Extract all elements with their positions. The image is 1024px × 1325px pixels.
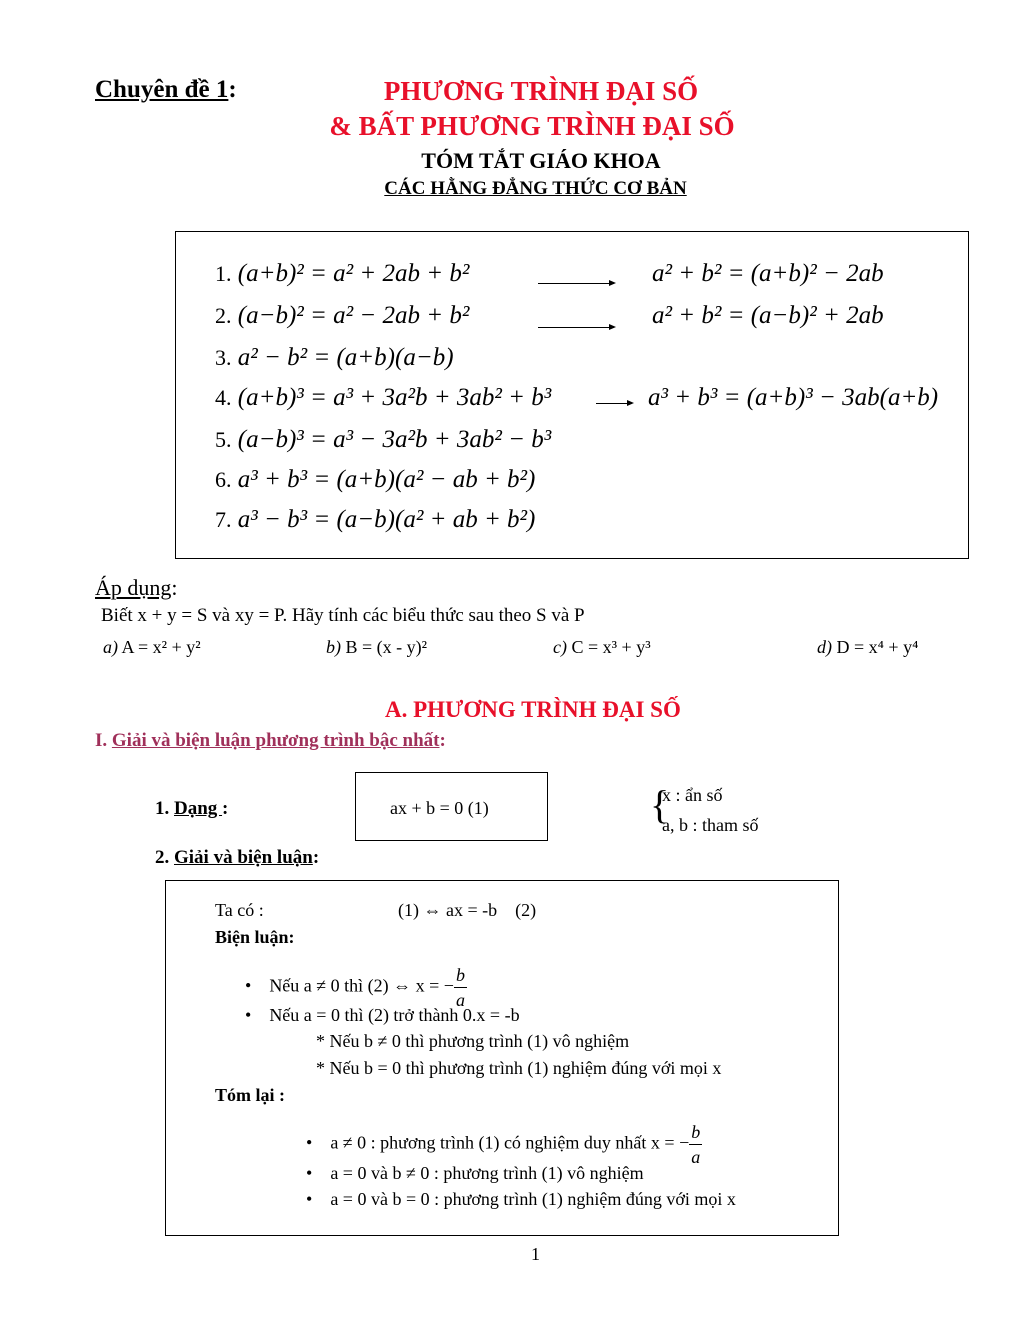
exercise-label: c) [553,637,567,657]
arrow-icon [596,403,632,404]
page-number: 1 [531,1244,540,1264]
section-heading: CÁC HẰNG ĐẲNG THỨC CƠ BẢN [384,178,687,199]
exercise-c [553,637,651,658]
summary-2-text: a = 0 và b ≠ 0 : phương trình (1) vô nghiệm [330,1163,644,1183]
arrow-icon [538,283,614,284]
title-line2: & BẤT PHƯƠNG TRÌNH ĐẠI SỐ [329,111,735,141]
summary-2: • a = 0 và b ≠ 0 : phương trình (1) vô nghiệm [306,1163,644,1183]
form-equation: ax + b = 0 (1) [390,798,489,818]
exercise-a [103,637,201,658]
case-1: • Nếu a ≠ 0 thì (2) ⇔ x = − $\frac{b}{a}$ [245,965,465,1010]
tom-lai-heading: Tóm lại : [215,1085,285,1105]
identity-2-derived: a² + b² = (a−b)² + 2ab [652,302,884,329]
var-params: a, b : tham số [662,815,759,835]
ta-co-equation: (1) ⇔ ax = -b (2) [398,900,537,920]
exercise-expr: D = x⁴ + y⁴ [836,637,919,657]
identity-num: 7. [215,507,232,532]
identity-num: 4. [215,385,232,410]
summary-1: • a ≠ 0 : phương trình (1) có nghiệm duy nhất x = − $\frac{b}{a}$ [306,1122,701,1167]
form-colon: : [222,798,229,819]
solve-text: Giải và biện luận [174,847,313,868]
exercise-label: b) [326,637,341,657]
identity-num: 6. [215,467,232,492]
numerator: b [454,963,467,988]
bien-luan-heading: Biện luận: [215,927,295,947]
exercise-expr: A = x² + y² [121,637,201,657]
identity-formula: (a+b)³ = a³ + 3a²b + 3ab² + b³ [237,384,552,411]
identity-3 [215,344,454,372]
solve-num: 2. [155,847,174,868]
subsection-title [95,730,446,752]
identity-2 [215,302,469,330]
exercise-expr: C = x³ + y³ [571,637,651,657]
topic-colon: : [228,76,237,103]
identity-formula: a² − b² = (a+b)(a−b) [237,344,454,371]
ta-co: Ta có : [215,900,264,920]
identity-4 [215,384,551,412]
exercise-label: d) [817,637,832,657]
subsection-prefix: I. [95,730,112,751]
summary-1-text: a ≠ 0 : phương trình (1) có nghiệm duy nhất x = − [330,1132,690,1153]
case-1-text: Nếu a ≠ 0 thì (2) ⇔ x = − [269,975,454,996]
numerator: b [689,1120,702,1145]
topic-text: Chuyên đề 1 [95,76,229,103]
subtitle: TÓM TẮT GIÁO KHOA [421,148,661,173]
title-line1: PHƯƠNG TRÌNH ĐẠI SỐ [383,76,699,106]
solve-label [155,847,319,869]
identity-num: 3. [215,345,232,370]
identity-1 [215,260,469,288]
solve-colon: : [312,847,320,868]
identity-6 [215,466,535,494]
var-unknown: x : ẩn số [662,785,723,805]
identity-formula: (a+b)² = a² + 2ab + b² [237,260,470,287]
identity-7 [215,506,535,534]
form-label [155,798,228,820]
identity-4-derived: a³ + b³ = (a+b)³ − 3ab(a+b) [648,384,939,411]
identity-formula: (a−b)² = a² − 2ab + b² [237,302,470,329]
identity-num: 5. [215,427,232,452]
case-2a: * Nếu b ≠ 0 thì phương trình (1) vô nghiệm [316,1031,630,1051]
identity-1-derived: a² + b² = (a+b)² − 2ab [652,260,884,287]
exercise-expr: B = (x - y)² [345,637,428,657]
case-2-text: Nếu a = 0 thì (2) trở thành 0.x = -b [269,1005,520,1025]
case-2b: * Nếu b = 0 thì phương trình (1) nghiệm đúng với mọi x [316,1058,722,1078]
summary-3: • a = 0 và b = 0 : phương trình (1) nghiệm đúng với mọi x [306,1189,736,1209]
subsection-colon: : [439,730,446,751]
brace-icon: { [650,782,670,827]
application-heading-text: Áp dụng [95,575,172,600]
identity-num: 1. [215,261,232,286]
identity-formula: (a−b)³ = a³ − 3a²b + 3ab² − b³ [237,426,552,453]
section-a-title: A. PHƯƠNG TRÌNH ĐẠI SỐ [385,697,681,722]
exercise-b [326,637,427,658]
case-2: • Nếu a = 0 thì (2) trở thành 0.x = -b [245,1005,520,1025]
identity-5 [215,426,551,454]
arrow-icon [538,327,614,328]
exercise-label: a) [103,637,118,657]
subsection-text: Giải và biện luận phương trình bậc nhất [111,730,440,751]
form-num: 1. [155,798,174,819]
fraction-b-over-a [689,1120,702,1169]
application-intro: Biết x + y = S và xy = P. Hãy tính các biểu thức sau theo S và P [101,605,585,626]
denominator: a [691,1147,701,1167]
identity-formula: a³ − b³ = (a−b)(a² + ab + b²) [237,506,536,533]
identity-formula: a³ + b³ = (a+b)(a² − ab + b²) [237,466,536,493]
identity-num: 2. [215,303,232,328]
summary-3-text: a = 0 và b = 0 : phương trình (1) nghiệm đúng với mọi x [330,1189,736,1209]
application-heading: Áp dụng: [95,575,178,600]
denominator: a [455,990,465,1010]
form-text: Dạng [174,798,223,819]
exercise-d [817,637,918,658]
